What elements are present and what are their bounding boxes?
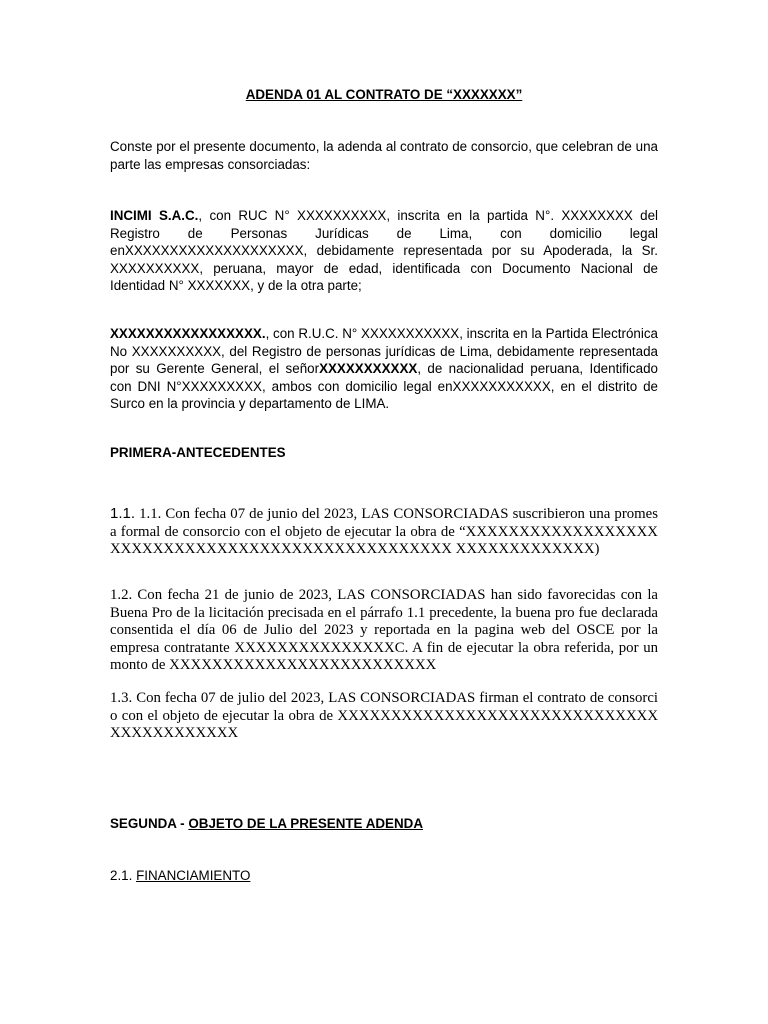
- subsection-2-1-number: 2.1.: [110, 868, 137, 883]
- party2-representative: XXXXXXXXXXX: [319, 361, 418, 376]
- clause-1-3: 1.3. Con fecha 07 de julio del 2023, LAS CONSORCIADAS firman el contrato de consorcio con el objeto de ejecutar la obra de XXXXXXXXXXXXXXXXXXXXXXXXXXXXXXXXXXXXXXXXXX: [110, 690, 658, 742]
- clause-1-1-text: 1.1. Con fecha 07 de junio del 2023, LAS CONSORCIADAS suscribieron una promesa formal de consorcio con el objeto de ejecutar la obra de “XXXXXXXXXXXXXXXXXXXXXXXXXXXXXXXXXXXXXXXXXXXXXXXXXX XXXXXXXXXXXXX): [110, 506, 658, 558]
- section2-heading-prefix: SEGUNDA -: [110, 816, 189, 831]
- party1-name: INCIMI S.A.C.: [110, 208, 199, 223]
- subsection-2-1-title: FINANCIAMIENTO: [136, 868, 251, 883]
- party1-paragraph: [110, 207, 658, 295]
- intro-paragraph: Conste por el presente documento, la adenda al contrato de consorcio, que celebran de una parte las empresas consorciadas:: [110, 139, 658, 172]
- party2-text-a: , con R.U.C. N° XXXXXXXXXXX, inscrita en la Partida Electrónica No XXXXXXXXXX, del Registro de personas jurídicas de Lima, debidamente representada por su Gerente General, el señor: [110, 326, 658, 376]
- party1-text: , con RUC N° XXXXXXXXXX, inscrita en la partida N°. XXXXXXXX del Registro de Personas Jurídicas de Lima, con domicilio legal enXXXXXXXXXXXXXXXXXXXX, debidamente representada por su Apoderada, la Sr. XXXXXXXXXX, peruana, mayor de edad, identificada con Documento Nacional de Identidad N° XXXXXXX, y de la otra parte;: [110, 208, 658, 293]
- section2-heading-title: OBJETO DE LA PRESENTE ADENDA: [188, 816, 423, 831]
- clause-1-2: 1.2. Con fecha 21 de junio de 2023, LAS CONSORCIADAS han sido favorecidas con la Buena Pro de la licitación precisada en el párrafo 1.1 precedente, la buena pro fue declarada consentida el día 06 de Julio del 2023 y reportada en la pagina web del OSCE por la empresa contratante XXXXXXXXXXXXXXXC. A fin de ejecutar la obra referida, por un monto de XXXXXXXXXXXXXXXXXXXXXXXXX: [110, 587, 658, 674]
- party2-paragraph: [110, 325, 658, 413]
- section2-heading: [110, 815, 658, 833]
- section1-heading: PRIMERA-ANTECEDENTES: [110, 445, 286, 460]
- party2-name: XXXXXXXXXXXXXXXXX.: [110, 326, 266, 341]
- clause-1-1: [110, 505, 658, 559]
- document-title: ADENDA 01 AL CONTRATO DE “XXXXXXX”: [245, 87, 523, 102]
- party2-text-b: , de nacionalidad peruana, Identificado con DNI N°XXXXXXXXX, ambos con domicilio legal enXXXXXXXXXXX, en el distrito de Surco en la provincia y departamento de LIMA.: [110, 361, 658, 411]
- clause-1-1-number: 1.1.: [110, 505, 136, 522]
- subsection-2-1: [110, 867, 658, 885]
